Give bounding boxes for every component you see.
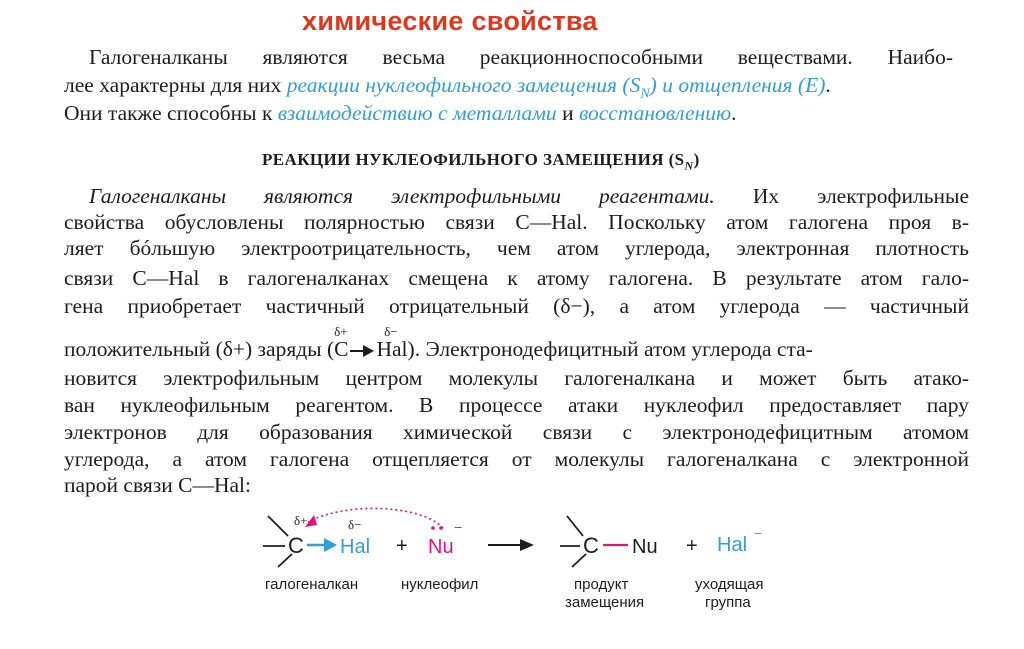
scheme-nucleophile-charge: − xyxy=(454,519,463,535)
caption-leaving-line-1: уходящая xyxy=(695,576,764,593)
heading-text: РЕАКЦИИ НУКЛЕОФИЛЬНОГО ЗАМЕЩЕНИЯ (S xyxy=(262,150,685,169)
reaction-arrow-icon xyxy=(520,539,534,551)
body-line-4: связи C—Hal в галогеналканах смещена к атому галогена. В результате атом гало- xyxy=(64,266,969,290)
body-text: ). Электронодефицитный атом углерода ста- xyxy=(407,337,813,361)
delta-plus-label: δ+ xyxy=(334,324,348,339)
body-line-2: свойства обусловлены полярностью связи C—Hal. Поскольку атом галогена проя в- xyxy=(64,210,969,234)
haloalkane-structure xyxy=(263,513,370,567)
scheme-product-nu: Nu xyxy=(632,536,658,558)
intro-period: . xyxy=(731,101,737,125)
product-structure xyxy=(560,516,658,567)
term-sn-subscript: N xyxy=(640,86,650,102)
term-metals: взаимодействию с металлами xyxy=(277,101,557,125)
scheme-leaving-halogen: Hal xyxy=(717,534,748,556)
body-text: Их электрофильные xyxy=(714,184,969,208)
term-reduction: восстановлению xyxy=(578,101,732,125)
intro-text: Они также способны к xyxy=(64,101,278,125)
intro-line-1: Галогеналканы являются весьма реакционноспособными веществами. Наибо- xyxy=(89,45,953,69)
halogen-atom: Hal xyxy=(376,337,408,361)
body-text: положительный (δ+) заряды ( xyxy=(64,337,335,361)
slide-title: химические свойства xyxy=(302,6,598,36)
heading-close: ) xyxy=(693,150,700,169)
caption-nucleophile: нуклеофил xyxy=(401,576,479,593)
caption-product-line-2: замещения xyxy=(565,594,645,611)
intro-period: . xyxy=(825,73,831,97)
delta-minus-label: δ− xyxy=(384,324,398,339)
body-line-8: ван нуклеофильным реагентом. В процессе атаки нуклеофил предоставляет пару xyxy=(64,393,969,417)
heading-subscript: N xyxy=(684,158,694,173)
scheme-halogen-1: Hal xyxy=(340,536,371,558)
body-line-7: новится электрофильным центром молекулы галогеналкана и может быть атако- xyxy=(64,366,969,390)
intro-text: лее характерны для них xyxy=(64,73,287,97)
body-line-3: ляет бóльшую электроотрицательность, чем атом углерода, электронная плотность xyxy=(64,236,969,260)
scheme-carbon-2: C xyxy=(583,533,599,558)
carbon-atom: C xyxy=(334,337,349,361)
body-line-5: гена приобретает частичный отрицательный (δ−), а атом углерода — частичный xyxy=(64,294,969,318)
nucleophile-structure xyxy=(428,519,462,558)
scheme-carbon-1: C xyxy=(288,533,304,558)
attack-curved-arrow xyxy=(308,508,443,528)
term-elimination: ) и отщепления (E) xyxy=(649,73,826,97)
caption-leaving-line-2: группа xyxy=(705,594,751,611)
caption-product-line-1: продукт xyxy=(574,576,629,593)
scheme-nucleophile: Nu xyxy=(428,536,454,558)
body-line-11: парой связи C—Hal: xyxy=(64,473,251,497)
intro-text: и xyxy=(556,101,579,125)
body-line-10: углерода, а атом галогена отщепляется от молекулы галогеналкана с электронной xyxy=(64,447,969,471)
scheme-leaving-charge: − xyxy=(754,525,763,541)
caption-haloalkane: галогеналкан xyxy=(265,576,359,593)
scheme-delta-minus: δ− xyxy=(348,517,362,532)
scheme-plus-1: + xyxy=(396,535,408,557)
polarization-arrow-head xyxy=(324,538,337,552)
term-nucleophilic-substitution: реакции нуклеофильного замещения (S xyxy=(286,73,641,97)
scheme-delta-plus: δ+ xyxy=(294,513,308,528)
body-italic-lead: Галогеналканы являются электрофильными реагентами. xyxy=(89,184,715,208)
body-line-9: электронов для образования химической связи с электронодефицитным атомом xyxy=(64,420,969,444)
scheme-plus-2: + xyxy=(686,535,698,557)
